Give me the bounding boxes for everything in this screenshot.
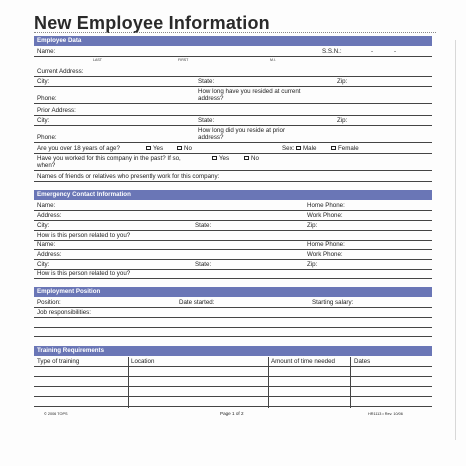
- worked-before-label: Have you worked for this company in the past? If so, when?: [37, 154, 181, 169]
- name-label: Name:: [37, 240, 56, 248]
- city-label: City:: [37, 221, 50, 229]
- name-label: Name:: [37, 201, 56, 209]
- name-row: [34, 47, 432, 57]
- column-divider: [350, 357, 351, 408]
- zip-label: Zip:: [307, 260, 318, 268]
- sex-female-option[interactable]: Female: [331, 145, 359, 152]
- footer-copyright: © 2006 TOPS: [44, 412, 68, 416]
- zip-label: Zip:: [337, 116, 348, 124]
- footer-form-code: HR1113 • Rev. 10/06: [368, 412, 403, 416]
- age-no-option[interactable]: No: [177, 145, 192, 152]
- checkbox-icon[interactable]: [296, 146, 301, 150]
- training-column-header: [34, 357, 432, 367]
- worked-before-row: [34, 154, 432, 171]
- column-divider: [268, 357, 269, 408]
- training-header: Training Requirements: [34, 346, 432, 356]
- ssn-separator: -: [394, 47, 397, 55]
- sex-male-option[interactable]: Male: [296, 145, 316, 152]
- home-phone-label: Home Phone:: [307, 201, 345, 209]
- column-location: Location: [131, 357, 155, 365]
- work-phone-label: Work Phone:: [307, 211, 343, 219]
- resided-current-label: How long have you resided at current address?: [198, 87, 301, 102]
- prior-address-label: Prior Address:: [37, 106, 76, 114]
- position-row: [34, 298, 432, 308]
- current-address-label: Current Address:: [37, 67, 84, 75]
- table-row: [34, 377, 432, 387]
- employee-data-header: Employee Data: [34, 36, 432, 46]
- checkbox-icon[interactable]: [146, 146, 151, 150]
- emergency-header: Emergency Contact Information: [34, 190, 432, 200]
- age-sex-row: [34, 144, 432, 154]
- first-name-caption: FIRST: [178, 58, 189, 62]
- resided-prior-label: How long did you reside at prior address?: [198, 126, 286, 141]
- prior-phone-row: [34, 126, 432, 143]
- last-name-caption: LAST: [93, 58, 102, 62]
- emergency-city-row: [34, 221, 432, 231]
- sex-label: Sex:: [282, 144, 295, 152]
- page-title: New Employee Information: [34, 13, 270, 33]
- state-label: State:: [198, 77, 215, 85]
- responsibilities-label: Job responsibilities:: [37, 308, 91, 316]
- ssn-separator: -: [371, 47, 374, 55]
- checkbox-icon[interactable]: [244, 156, 249, 160]
- name-label: Name:: [37, 47, 56, 55]
- checkbox-icon[interactable]: [177, 146, 182, 150]
- column-time-needed: Amount of time needed: [271, 357, 335, 365]
- table-row: [34, 397, 432, 407]
- worked-no-option[interactable]: No: [244, 155, 259, 162]
- prior-address-row: [34, 106, 432, 116]
- table-row: [34, 387, 432, 397]
- scan-edge: [455, 40, 456, 440]
- title-divider: [34, 32, 436, 33]
- state-label: State:: [195, 221, 212, 229]
- checkbox-icon[interactable]: [331, 146, 336, 150]
- emergency-name-row: [34, 201, 432, 211]
- related-label: How is this person related to you?: [37, 269, 131, 277]
- worked-yes-option[interactable]: Yes: [212, 155, 229, 162]
- emergency2-address-row: [34, 250, 432, 260]
- relatives-label: Names of friends or relatives who presently work for this company:: [37, 172, 220, 180]
- city-label: City:: [37, 116, 50, 124]
- state-label: State:: [198, 116, 215, 124]
- emergency-address-row: [34, 211, 432, 221]
- responsibilities-blank-row: [34, 327, 432, 337]
- address-label: Address:: [37, 250, 62, 258]
- current-phone-row: [34, 87, 432, 104]
- age-question: Are you over 18 years of age?: [37, 144, 120, 152]
- age-yes-option[interactable]: Yes: [146, 145, 163, 152]
- emergency2-name-row: [34, 240, 432, 250]
- city-label: City:: [37, 260, 50, 268]
- salary-label: Starting salary:: [312, 298, 354, 306]
- work-phone-label: Work Phone:: [307, 250, 343, 258]
- current-address-row: [34, 67, 432, 77]
- emergency2-related-row: [34, 269, 432, 279]
- address-label: Address:: [37, 211, 62, 219]
- column-divider: [128, 357, 129, 408]
- date-started-label: Date started:: [179, 298, 215, 306]
- city-label: City:: [37, 77, 50, 85]
- phone-label: Phone:: [37, 133, 57, 141]
- home-phone-label: Home Phone:: [307, 240, 345, 248]
- ssn-label: S.S.N.:: [322, 47, 342, 55]
- column-dates: Dates: [354, 357, 371, 365]
- relatives-row: [34, 172, 432, 182]
- current-city-row: [34, 77, 432, 87]
- mi-caption: M.I.: [270, 58, 276, 62]
- table-row: [34, 367, 432, 377]
- zip-label: Zip:: [337, 77, 348, 85]
- zip-label: Zip:: [307, 221, 318, 229]
- state-label: State:: [195, 260, 212, 268]
- position-header: Employment Position: [34, 287, 432, 297]
- responsibilities-row: [34, 308, 432, 318]
- prior-city-row: [34, 116, 432, 126]
- footer-page-number: Page 1 of 2: [220, 411, 244, 416]
- related-label: How is this person related to you?: [37, 231, 131, 239]
- phone-label: Phone:: [37, 94, 57, 102]
- checkbox-icon[interactable]: [212, 156, 217, 160]
- column-type-of-training: Type of training: [37, 357, 80, 365]
- position-label: Position:: [37, 298, 61, 306]
